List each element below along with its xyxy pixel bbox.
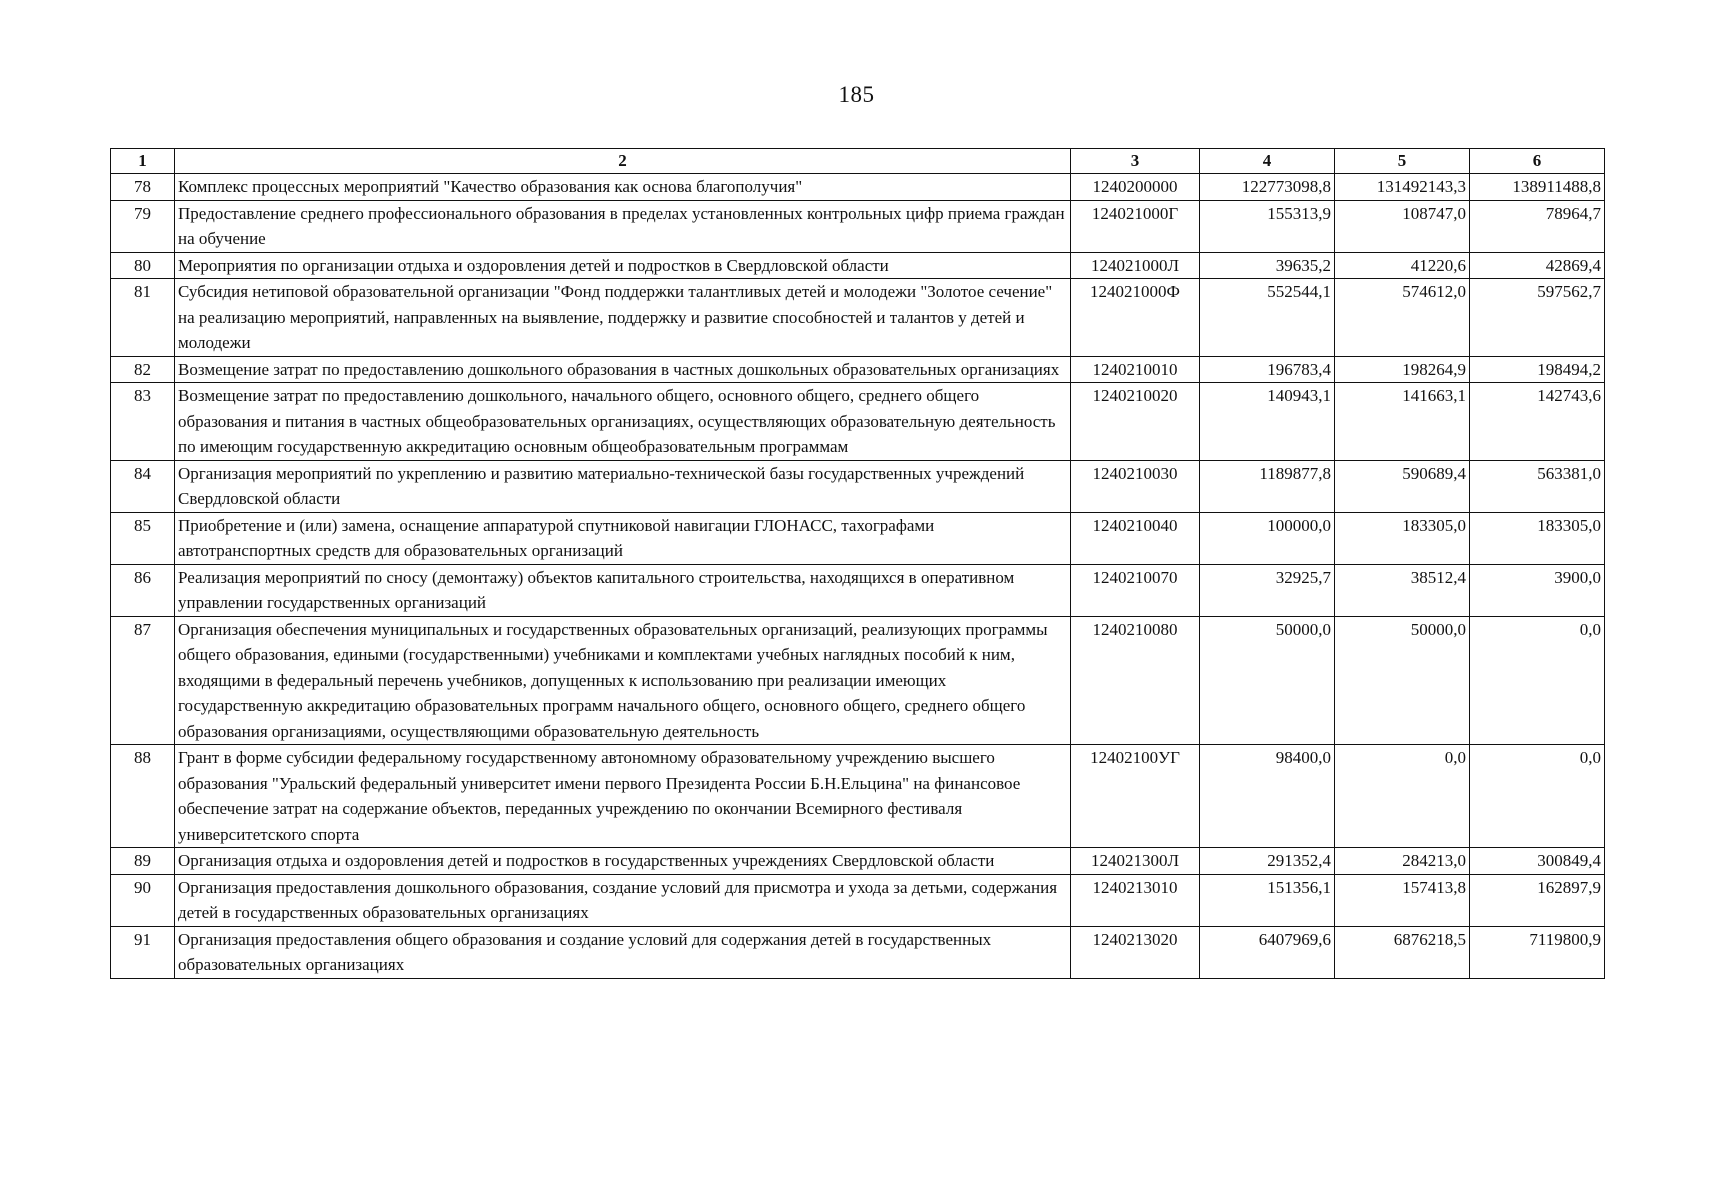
row-description: Организация отдыха и оздоровления детей и подростков в государственных учреждениях Свердловской области [175, 848, 1071, 875]
row-value-col5: 6876218,5 [1335, 926, 1470, 978]
row-value-col6: 162897,9 [1470, 874, 1605, 926]
table-row [111, 616, 1605, 745]
row-value-col6: 0,0 [1470, 616, 1605, 745]
table-row [111, 848, 1605, 875]
row-value-col5: 284213,0 [1335, 848, 1470, 875]
row-code: 1240210010 [1071, 356, 1200, 383]
row-value-col6: 183305,0 [1470, 512, 1605, 564]
budget-table [110, 148, 1605, 979]
row-description: Предоставление среднего профессионального образования в пределах установленных контрольных цифр приема граждан на обучение [175, 200, 1071, 252]
row-number: 79 [111, 200, 175, 252]
row-description: Мероприятия по организации отдыха и оздоровления детей и подростков в Свердловской области [175, 252, 1071, 279]
row-value-col5: 108747,0 [1335, 200, 1470, 252]
row-code: 1240210080 [1071, 616, 1200, 745]
row-value-col4: 6407969,6 [1200, 926, 1335, 978]
row-value-col5: 50000,0 [1335, 616, 1470, 745]
row-value-col4: 291352,4 [1200, 848, 1335, 875]
row-value-col4: 151356,1 [1200, 874, 1335, 926]
row-code: 1240210020 [1071, 383, 1200, 461]
row-value-col6: 563381,0 [1470, 460, 1605, 512]
row-number: 80 [111, 252, 175, 279]
row-description: Возмещение затрат по предоставлению дошкольного, начального общего, основного общего, среднего общего образования и питания в частных общеобразовательных организациях, осуществляющих образовательную деятельность по имеющим государственную аккредитацию основным общеобразовательным программам [175, 383, 1071, 461]
row-number: 89 [111, 848, 175, 875]
row-value-col6: 78964,7 [1470, 200, 1605, 252]
page-number: 185 [838, 82, 875, 107]
row-value-col5: 41220,6 [1335, 252, 1470, 279]
row-description: Организация предоставления общего образования и создание условий для содержания детей в государственных образовательных организациях [175, 926, 1071, 978]
row-value-col6: 42869,4 [1470, 252, 1605, 279]
column-header-2: 2 [175, 149, 1071, 174]
row-value-col5: 38512,4 [1335, 564, 1470, 616]
row-description: Организация мероприятий по укреплению и развитию материально-технической базы государственных учреждений Свердловской области [175, 460, 1071, 512]
row-description: Организация предоставления дошкольного образования, создание условий для присмотра и ухода за детьми, содержания детей в государственных образовательных организациях [175, 874, 1071, 926]
table-row [111, 356, 1605, 383]
row-code: 1240210040 [1071, 512, 1200, 564]
row-value-col5: 590689,4 [1335, 460, 1470, 512]
row-description: Грант в форме субсидии федеральному государственному автономному образовательному учреждению высшего образования "Уральский федеральный университет имени первого Президента России Б.Н.Ельцина" на финансовое обеспечение затрат на содержание объектов, переданных учреждению по окончании Всемирного фестиваля университетского спорта [175, 745, 1071, 848]
row-value-col5: 198264,9 [1335, 356, 1470, 383]
table-row [111, 252, 1605, 279]
table-header-row [111, 149, 1605, 174]
row-code: 1240200000 [1071, 174, 1200, 201]
row-value-col4: 50000,0 [1200, 616, 1335, 745]
row-value-col4: 155313,9 [1200, 200, 1335, 252]
row-value-col4: 100000,0 [1200, 512, 1335, 564]
row-code: 124021000Ф [1071, 279, 1200, 357]
column-header-6: 6 [1470, 149, 1605, 174]
row-value-col5: 574612,0 [1335, 279, 1470, 357]
row-value-col6: 142743,6 [1470, 383, 1605, 461]
row-code: 1240210070 [1071, 564, 1200, 616]
row-value-col6: 138911488,8 [1470, 174, 1605, 201]
row-description: Организация обеспечения муниципальных и государственных образовательных организаций, реализующих программы общего образования, едиными (государственными) учебниками и комплектами учебных наглядных пособий к ним, входящими в федеральный перечень учебников, допущенных к использованию при реализации имеющих государственную аккредитацию образовательных программ начального общего, основного общего, среднего общего образования организациями, осуществляющими образовательную деятельность [175, 616, 1071, 745]
row-value-col4: 1189877,8 [1200, 460, 1335, 512]
row-number: 78 [111, 174, 175, 201]
row-number: 85 [111, 512, 175, 564]
row-value-col5: 183305,0 [1335, 512, 1470, 564]
row-value-col4: 98400,0 [1200, 745, 1335, 848]
row-value-col4: 552544,1 [1200, 279, 1335, 357]
row-code: 124021300Л [1071, 848, 1200, 875]
row-description: Приобретение и (или) замена, оснащение аппаратурой спутниковой навигации ГЛОНАСС, тахографами автотранспортных средств для образовательных организаций [175, 512, 1071, 564]
row-value-col4: 32925,7 [1200, 564, 1335, 616]
row-value-col4: 39635,2 [1200, 252, 1335, 279]
table-row [111, 279, 1605, 357]
table-row [111, 874, 1605, 926]
row-value-col4: 122773098,8 [1200, 174, 1335, 201]
row-number: 88 [111, 745, 175, 848]
table-row [111, 200, 1605, 252]
row-number: 87 [111, 616, 175, 745]
table-row [111, 383, 1605, 461]
row-value-col6: 0,0 [1470, 745, 1605, 848]
row-code: 1240213020 [1071, 926, 1200, 978]
row-number: 81 [111, 279, 175, 357]
column-header-5: 5 [1335, 149, 1470, 174]
row-value-col5: 157413,8 [1335, 874, 1470, 926]
column-header-3: 3 [1071, 149, 1200, 174]
row-value-col6: 3900,0 [1470, 564, 1605, 616]
row-number: 90 [111, 874, 175, 926]
row-value-col6: 300849,4 [1470, 848, 1605, 875]
row-number: 83 [111, 383, 175, 461]
table-row [111, 460, 1605, 512]
table-row [111, 745, 1605, 848]
row-number: 86 [111, 564, 175, 616]
row-description: Субсидия нетиповой образовательной организации "Фонд поддержки талантливых детей и молодежи "Золотое сечение" на реализацию мероприятий, направленных на выявление, поддержку и развитие способностей и талантов у детей и молодежи [175, 279, 1071, 357]
row-value-col5: 131492143,3 [1335, 174, 1470, 201]
row-value-col6: 597562,7 [1470, 279, 1605, 357]
row-code: 1240210030 [1071, 460, 1200, 512]
row-number: 91 [111, 926, 175, 978]
row-value-col6: 7119800,9 [1470, 926, 1605, 978]
table-row [111, 512, 1605, 564]
column-header-1: 1 [111, 149, 175, 174]
row-code: 124021000Г [1071, 200, 1200, 252]
row-description: Реализация мероприятий по сносу (демонтажу) объектов капитального строительства, находящихся в оперативном управлении государственных организаций [175, 564, 1071, 616]
row-code: 124021000Л [1071, 252, 1200, 279]
table-row [111, 564, 1605, 616]
row-value-col5: 0,0 [1335, 745, 1470, 848]
row-code: 12402100УГ [1071, 745, 1200, 848]
row-value-col4: 140943,1 [1200, 383, 1335, 461]
row-code: 1240213010 [1071, 874, 1200, 926]
row-value-col6: 198494,2 [1470, 356, 1605, 383]
row-value-col5: 141663,1 [1335, 383, 1470, 461]
column-header-4: 4 [1200, 149, 1335, 174]
row-description: Возмещение затрат по предоставлению дошкольного образования в частных дошкольных образовательных организациях [175, 356, 1071, 383]
row-number: 82 [111, 356, 175, 383]
table-row [111, 174, 1605, 201]
row-number: 84 [111, 460, 175, 512]
row-value-col4: 196783,4 [1200, 356, 1335, 383]
table-row [111, 926, 1605, 978]
row-description: Комплекс процессных мероприятий "Качество образования как основа благополучия" [175, 174, 1071, 201]
